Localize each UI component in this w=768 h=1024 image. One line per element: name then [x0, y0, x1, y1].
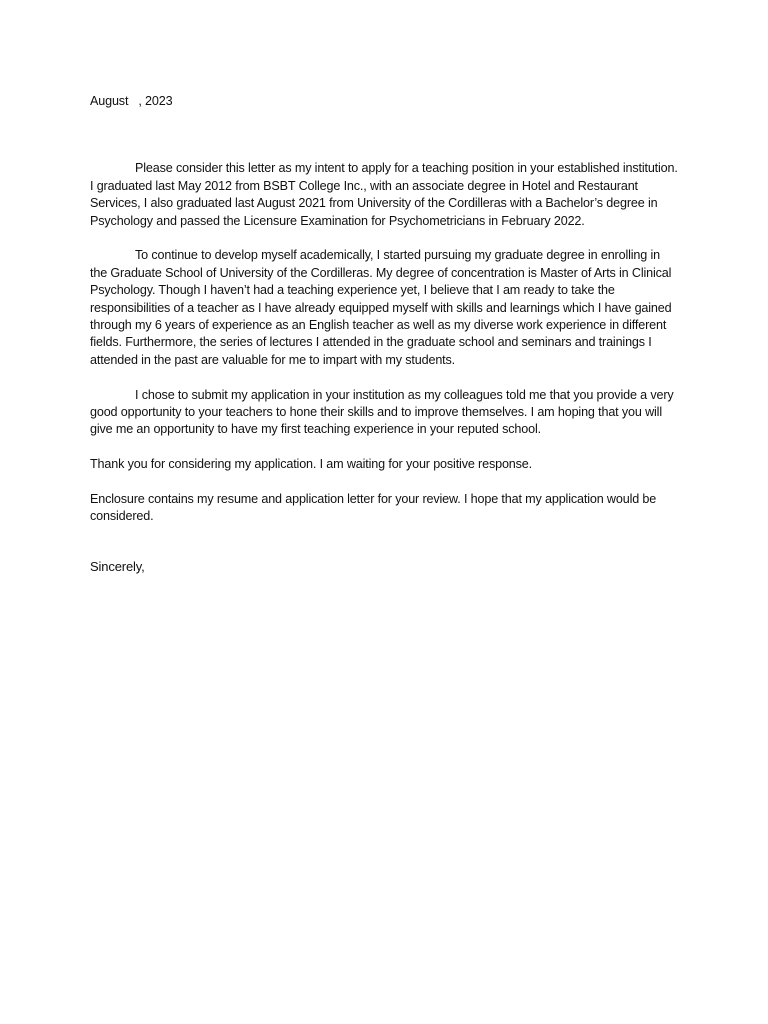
letter-body [90, 93, 680, 575]
letter-closing: Sincerely, [90, 558, 145, 574]
paragraph-enclosure: Enclosure contains my resume and application letter for your review. I hope that my application would be considered. [90, 492, 657, 524]
paragraph-thanks: Thank you for considering my application. I am waiting for your positive response. [90, 457, 532, 472]
paragraph-academic: To continue to develop myself academically, I started pursuing my graduate degree in enrolling in the Graduate School of University of the Cordilleras. My degree of concentration is Master of Arts in Clinical Psychology. Though I haven’t had a teaching experience yet, I believe that I am ready to take the responsibilities of a teacher as I have already equipped myself with skills and learnings which I have gained through my 6 years of experience as an English teacher as well as my diverse work experience in different fields. Furthermore, the series of lectures I attended in the graduate school and seminars and trainings I attended in the past are valuable for me to impart with my students. [90, 248, 672, 367]
paragraph-intent: Please consider this letter as my intent to apply for a teaching position in your established institution. I graduated last May 2012 from BSBT College Inc., with an associate degree in Hotel and Restaurant Services, I also graduated last August 2021 from University of the Cordilleras with a Bachelor’s degree in Psychology and passed the Licensure Examination for Psychometricians in February 2022. [90, 161, 678, 228]
letter-date: August , 2023 [90, 94, 173, 108]
paragraph-reason: I chose to submit my application in your institution as my colleagues told me that you provide a very good opportunity to your teachers to hone their skills and to improve themselves. I am hoping that you will give me an opportunity to have my first teaching experience in your reputed school. [90, 387, 674, 437]
